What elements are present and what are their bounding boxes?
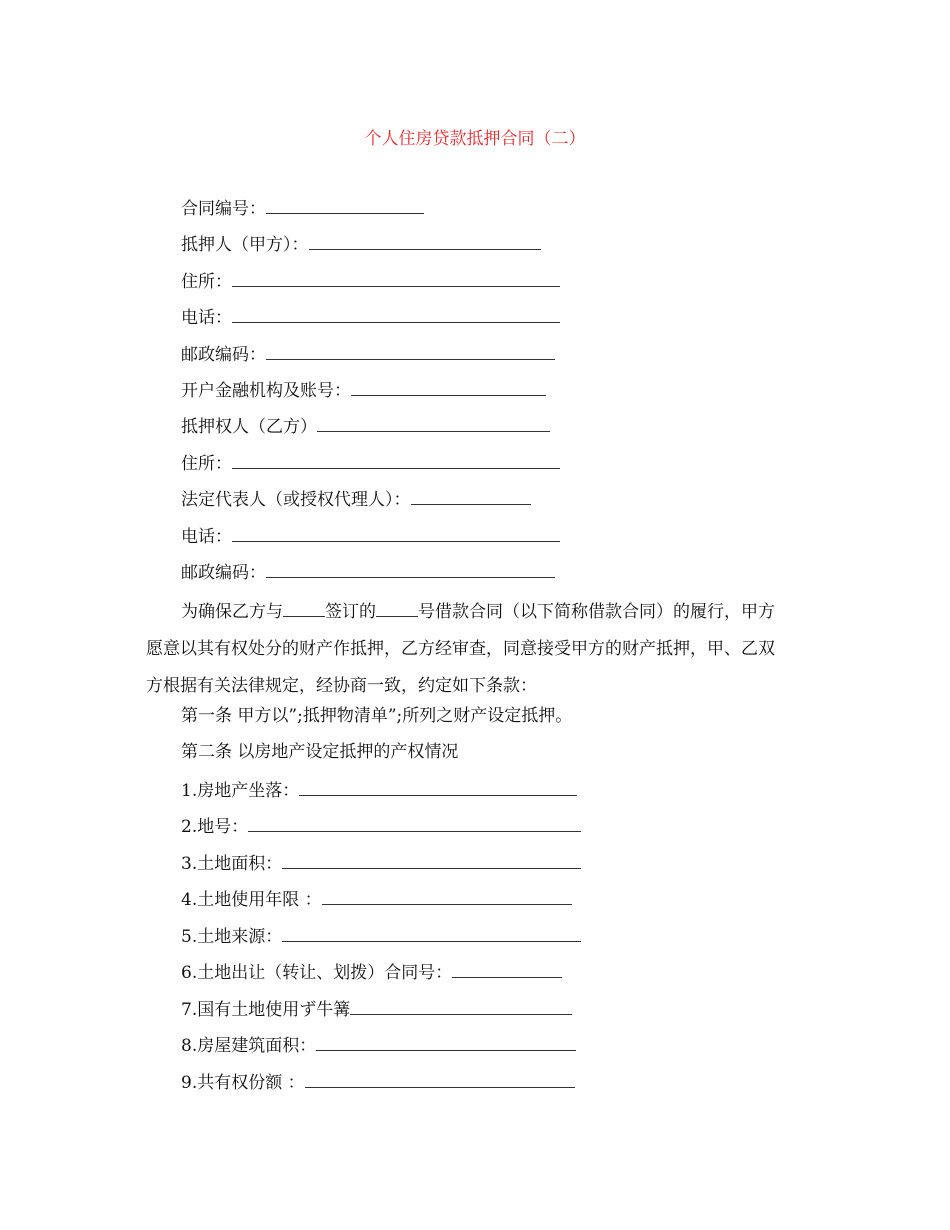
intro-paragraph — [146, 594, 786, 705]
land-transfer-contract-field — [181, 961, 562, 984]
blank-line — [351, 379, 546, 396]
blank-line — [232, 525, 560, 542]
blank-line — [317, 415, 550, 432]
field-label: 住所： — [181, 272, 232, 292]
blank-line — [232, 270, 560, 287]
legal-representative-field — [181, 488, 531, 511]
mortgagee-phone-field — [181, 525, 560, 548]
mortgagee-field — [181, 415, 550, 438]
mortgagor-field — [181, 233, 541, 256]
blank-line — [282, 852, 581, 869]
clause-one: 第一条 甲方以”;抵押物清单”;所列之财产设定抵押。 — [181, 706, 573, 726]
blank-line — [282, 925, 581, 942]
blank-line — [452, 961, 562, 978]
intro-text: 号借款合同（以下简称借款合同）的履行，甲方愿意以其有权处分的财产作抵押，乙方经审查，同意接受甲方的财产抵押，甲、乙双方根据有关法律规定，经协商一致，约定如下条款： — [146, 602, 775, 696]
field-label: 抵押人（甲方）： — [181, 235, 309, 255]
field-label: 法定代表人（或授权代理人）： — [181, 490, 411, 510]
item-label: 7.国有土地使用ず牛篝 — [181, 1000, 351, 1020]
field-label: 邮政编码： — [181, 563, 266, 583]
blank-line — [350, 998, 572, 1015]
item-label: 5.土地来源： — [181, 927, 283, 947]
field-label: 电话： — [181, 527, 232, 547]
mortgagee-address-field — [181, 452, 560, 475]
item-label: 6.土地出让（转让、划拨）合同号： — [181, 963, 453, 983]
intro-text: 为确保乙方与 — [181, 602, 283, 622]
item-label: 4.土地使用年限 ： — [181, 890, 322, 910]
field-label: 住所： — [181, 454, 232, 474]
blank-line — [299, 779, 577, 796]
field-label: 电话： — [181, 308, 232, 328]
lot-number-field — [181, 815, 581, 838]
field-label: 抵押权人（乙方） — [181, 417, 317, 437]
intro-text: 签订的 — [325, 602, 376, 622]
mortgagor-postcode-field — [181, 343, 555, 366]
field-label: 合同编号： — [181, 199, 266, 219]
item-label: 1.房地产坐落： — [181, 781, 300, 801]
co-ownership-share-field — [181, 1071, 575, 1094]
mortgagee-postcode-field — [181, 561, 555, 584]
mortgagor-phone-field — [181, 306, 560, 329]
mortgagor-address-field — [181, 270, 560, 293]
blank-line — [232, 306, 560, 323]
land-use-term-field — [181, 888, 572, 911]
land-source-field — [181, 925, 581, 948]
state-land-use-field — [181, 998, 572, 1021]
blank-line — [266, 197, 424, 214]
item-label: 2.地号： — [181, 817, 249, 837]
land-area-field — [181, 852, 581, 875]
item-label: 8.房屋建筑面积： — [181, 1036, 317, 1056]
document-title: 个人住房贷款抵押合同（二） — [364, 129, 586, 149]
blank-line — [266, 561, 555, 578]
building-area-field — [181, 1034, 576, 1057]
item-label: 3.土地面积： — [181, 854, 283, 874]
blank-line — [322, 888, 572, 905]
bank-account-field — [181, 379, 546, 402]
blank-line — [376, 600, 418, 617]
blank-line — [316, 1034, 576, 1051]
blank-line — [411, 488, 531, 505]
blank-line — [283, 600, 325, 617]
blank-line — [305, 1071, 575, 1088]
contract-number-field — [181, 197, 424, 220]
blank-line — [232, 452, 560, 469]
blank-line — [266, 343, 555, 360]
property-location-field — [181, 779, 577, 802]
clause-two: 第二条 以房地产设定抵押的产权情况 — [181, 742, 459, 762]
field-label: 邮政编码： — [181, 345, 266, 365]
item-label: 9.共有权份额 ： — [181, 1073, 305, 1093]
blank-line — [248, 815, 581, 832]
field-label: 开户金融机构及账号： — [181, 381, 351, 401]
blank-line — [309, 233, 541, 250]
